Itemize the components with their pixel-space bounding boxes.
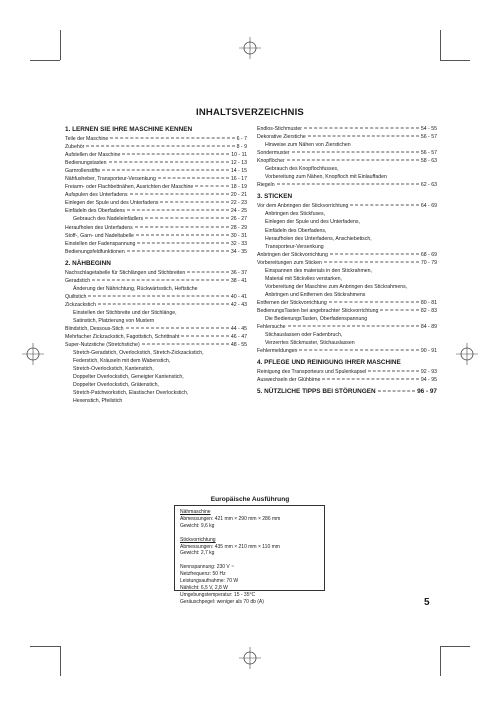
toc-entry — [257, 323, 437, 331]
toc-entry-title: Zubehör — [65, 144, 85, 151]
toc-leader-dots — [126, 328, 229, 329]
toc-entry-title: Stoff-, Garn- und Nadeltabelle — [65, 232, 134, 239]
toc-entry — [65, 269, 247, 277]
registration-mark-icon — [456, 343, 478, 365]
toc-page-range: 62 - 63 — [420, 182, 437, 189]
toc-entry-title: Heraufholen des Unterfadens — [65, 224, 133, 231]
toc-entry — [65, 143, 247, 151]
toc-leader-dots — [137, 242, 228, 243]
toc-leader-dots — [195, 186, 229, 187]
specification-box — [174, 505, 325, 605]
toc-leader-dots — [160, 202, 228, 203]
toc-leader-dots — [308, 136, 419, 137]
toc-right-column — [257, 125, 437, 397]
toc-leader-dots — [380, 309, 418, 310]
toc-leader-dots — [122, 154, 229, 155]
registration-mark-icon — [239, 37, 261, 59]
toc-entry — [257, 368, 437, 376]
toc-subentry: Vorbereitung der Maschine zum Anbringen des Stickrahmens, — [265, 283, 408, 290]
toc-page-range: 56 - 57 — [420, 134, 437, 141]
toc-page-range: 58 - 63 — [420, 158, 437, 165]
toc-leader-dots — [130, 194, 229, 195]
toc-leader-dots — [158, 178, 229, 179]
toc-page-range: 12 - 13 — [230, 160, 247, 167]
toc-leader-dots — [102, 170, 229, 171]
toc-subentry: Änderung der Nährichtung, Rückwärtsstich, Heftstiche — [73, 285, 198, 292]
toc-entry — [257, 347, 437, 355]
toc-entry-title: Teile der Maschine — [65, 136, 109, 142]
toc-page-range: 48 - 55 — [230, 342, 247, 349]
toc-subentry: Transporteur-Versenkung — [265, 243, 324, 250]
toc-subentry: Federstich, Kräuseln mit dem Wabenstich, — [73, 358, 171, 365]
toc-entry-title: Endlos-Stichmuster — [257, 126, 302, 132]
toc-entry-title: Fehlermeldungen — [257, 348, 298, 355]
toc-subentry: Einfädeln des Oberfadens, — [265, 227, 327, 234]
toc-leader-dots — [92, 279, 229, 280]
toc-entry — [65, 175, 247, 183]
toc-entry-title: Freiarm- oder Flachbettnähen, Ausrichten der Maschine — [65, 184, 194, 191]
toc-page-range: 84 - 89 — [420, 324, 437, 331]
toc-page-range: 96 - 97 — [417, 388, 437, 396]
toc-subentry: Verzerrtes Stickmuster, Stichauslassen — [265, 340, 355, 347]
toc-section-heading: 3. STICKEN — [257, 193, 293, 201]
toc-subentry: Doppelter Overlockstich, Grätenstich, — [73, 382, 159, 389]
toc-section-heading: 4. PFLEGE UND REINIGUNG IHRER MASCHINE — [257, 359, 401, 367]
toc-entry — [257, 376, 437, 384]
toc-entry-title: Dekorative Zierstiche — [257, 134, 306, 141]
machine-dimensions: Abmessungen: 421 mm × 290 mm × 286 mm — [180, 515, 281, 522]
toc-subentry: Heraufholen des Unterfadens, Anschiebetisch, — [265, 235, 372, 242]
light: Nählicht: 6,5 V, 2,8 W — [180, 584, 228, 591]
toc-leader-dots — [135, 226, 229, 227]
toc-entry-title: 5. NÜTZLICHE TIPPS BEI STÖRUNGEN — [257, 388, 376, 396]
toc-page-range: 80 - 81 — [420, 299, 437, 306]
toc-entry-title: Vorbereitungen zum Sticken — [257, 259, 322, 266]
toc-leader-dots — [330, 253, 419, 254]
frequency: Netzfrequenz: 50 Hz — [180, 571, 226, 578]
toc-entry-title: Quiltstich — [65, 293, 87, 300]
embroidery-weight: Gewicht: 2,7 kg — [180, 550, 215, 557]
crop-mark — [30, 60, 60, 61]
toc-entry — [65, 341, 247, 349]
toc-entry — [257, 181, 437, 189]
toc-page-range: 68 - 69 — [420, 251, 437, 258]
toc-section-heading: 1. LERNEN SIE IHRE MASCHINE KENNEN — [65, 126, 193, 133]
toc-entry-title: Blindstich, Dessous-Stich — [65, 326, 124, 333]
power: Leistungsaufnahme: 70 W — [180, 578, 239, 585]
crop-mark — [60, 30, 61, 60]
toc-entry-title: Aufspulen des Unterfadens — [65, 192, 128, 199]
toc-leader-dots — [136, 234, 229, 235]
crop-mark — [440, 646, 470, 647]
toc-subentry: Satinstich, Platzierung von Mustern — [73, 317, 155, 324]
toc-leader-dots — [299, 350, 418, 351]
toc-leader-dots — [329, 301, 419, 302]
toc-entry-title: Fehlersuche — [257, 324, 286, 331]
toc-entry — [65, 224, 247, 232]
toc-entry — [65, 183, 247, 191]
toc-leader-dots — [127, 210, 229, 211]
toc-page-range: 10 - 11 — [231, 152, 247, 159]
toc-entry-title: Einlegen der Spule und des Unterfadens — [65, 200, 159, 207]
toc-page-range: 16 - 17 — [230, 176, 247, 183]
toc-entry — [65, 248, 247, 256]
toc-leader-dots — [378, 391, 416, 392]
embroidery-heading: Stickvorrichtung — [180, 536, 216, 543]
embroidery-dimensions: Abmessungen: 435 mm × 210 mm × 110 mm — [180, 543, 280, 550]
crop-mark — [60, 646, 61, 676]
toc-entry-title: Mehrfacher Zickzackstich, Fagottstich, Schrittnaht — [65, 334, 180, 341]
toc-subentry: Einspannen des materials in den Stickrahmen, — [265, 267, 372, 274]
toc-entry-title: Reinigung des Transporteurs und Spulenkapsel — [257, 369, 367, 376]
toc-leader-dots — [127, 250, 229, 251]
toc-entry — [65, 215, 247, 223]
toc-page-range: 34 - 35 — [230, 248, 247, 255]
european-version-title: Europäische Ausführung — [210, 496, 290, 503]
toc-leader-dots — [86, 146, 234, 147]
toc-page-range: 8 - 9 — [236, 144, 247, 151]
toc-page-range: 18 - 19 — [230, 184, 247, 191]
toc-section-heading: 2. NÄHBEGINN — [65, 259, 111, 267]
toc-entry — [65, 293, 247, 301]
toc-leader-dots — [288, 326, 419, 327]
toc-entry — [65, 167, 247, 175]
toc-leader-dots — [350, 205, 418, 206]
toc-leader-dots — [181, 336, 228, 337]
toc-page-range: 56 - 57 — [420, 150, 437, 157]
toc-entry — [257, 307, 437, 315]
toc-entry — [257, 125, 437, 133]
toc-entry-title: Entfernen der Stickvorrichtung — [257, 299, 327, 306]
toc-entry — [257, 202, 437, 210]
toc-entry — [65, 135, 247, 143]
toc-leader-dots — [109, 162, 229, 163]
toc-page-range: 6 - 7 — [236, 136, 247, 142]
toc-page-range: 36 - 37 — [230, 269, 247, 276]
toc-entry — [65, 301, 247, 309]
temperature: Umgebungstemperatur: 15 - 35°C — [180, 591, 256, 598]
toc-entry-title: Knopflöcher — [257, 158, 285, 165]
toc-page-range: 28 - 29 — [230, 224, 247, 231]
toc-leader-dots — [88, 295, 229, 296]
toc-entry — [65, 191, 247, 199]
toc-page-range: 92 - 93 — [420, 369, 437, 376]
toc-entry-title: Auswechseln der Glühbirne — [257, 377, 321, 384]
toc-entry-title: Sondermuster — [257, 150, 290, 157]
toc-page-range: 54 - 55 — [420, 126, 437, 132]
toc-subentry: Einstellen der Stichbreite und der Stichlänge, — [73, 309, 177, 316]
crop-mark — [30, 646, 60, 647]
toc-subentry: Einlegen der Spule und des Unterfadens, — [265, 219, 360, 226]
toc-subentry: Anbringen des Stickfuses, — [265, 211, 325, 218]
toc-entry — [65, 199, 247, 207]
toc-subentry: Hinweise zum Nähen von Zierstichen — [265, 142, 351, 149]
toc-entry — [257, 157, 437, 165]
toc-entry-title: BedienungsTasten bei angebrachter Stickvorrichtung — [257, 307, 379, 314]
toc-left-column — [65, 125, 247, 406]
toc-entry-title: Bedienungsfeldfunktionen — [65, 248, 125, 255]
toc-page-range: 90 - 91 — [420, 348, 437, 355]
toc-subentry: Anbringen und Entfernen des Stickrahmens — [265, 291, 366, 298]
toc-subentry: Stretch-Geradstich, Overlockstich, Stretch-Zickzackstich, — [73, 350, 204, 357]
toc-page-range: 22 - 23 — [230, 200, 247, 207]
toc-page-range: 20 - 21 — [230, 192, 247, 199]
toc-subentry: Material mit Stickvlies verstarken, — [265, 275, 342, 282]
toc-subentry: Vorbereitung zum Nähen, Knopfloch mit Einlauffaden — [265, 174, 387, 181]
toc-leader-dots — [324, 261, 419, 262]
toc-entry — [257, 299, 437, 307]
toc-entry — [65, 325, 247, 333]
toc-subentry: Stretch-Patchworkstich, Elastischer Overlockstich, — [73, 390, 189, 397]
toc-entry-title: Geradstich — [65, 277, 91, 284]
toc-subentry: Doppelter Overlockstich, Geneigter Kantenstich, — [73, 374, 184, 381]
toc-subentry: Hexenstich, Pfeilstich — [73, 398, 123, 405]
toc-entry — [257, 251, 437, 259]
toc-section-heading — [257, 387, 437, 397]
toc-entry-title: Anbringen der Stickvorrichtung — [257, 251, 328, 258]
toc-entry — [65, 159, 247, 167]
toc-entry-title: Zickzackstich — [65, 301, 96, 308]
toc-leader-dots — [277, 184, 419, 185]
registration-mark-icon — [22, 343, 44, 365]
toc-leader-dots — [145, 218, 229, 219]
toc-entry — [65, 151, 247, 159]
toc-leader-dots — [368, 371, 419, 372]
toc-leader-dots — [287, 160, 419, 161]
toc-leader-dots — [110, 138, 234, 139]
page-number: 5 — [424, 597, 430, 608]
toc-entry-title: Gebrauch des Nadeleinfädlers — [73, 216, 144, 223]
toc-entry — [65, 207, 247, 215]
crop-mark — [440, 60, 470, 61]
toc-entry — [257, 149, 437, 157]
registration-mark-icon — [239, 647, 261, 669]
toc-subentry: Gebrauch des Knopflochfusses, — [265, 166, 339, 173]
toc-entry-title: Bedienungstasten — [65, 160, 107, 167]
toc-entry — [257, 133, 437, 141]
toc-entry-title: Nachschlagetabelle für Stichlängen und Stichbreiten — [65, 269, 186, 276]
machine-weight: Gewicht: 9,6 kg — [180, 522, 215, 529]
toc-page-range: 30 - 31 — [230, 232, 247, 239]
toc-subentry: Stichauslassen oder Fadenbruch, — [265, 332, 343, 339]
page-title: INHALTSVERZEICHNIS — [196, 107, 304, 118]
toc-entry — [65, 240, 247, 248]
machine-heading: Nähmaschine — [180, 509, 211, 515]
toc-leader-dots — [187, 271, 229, 272]
toc-leader-dots — [322, 379, 418, 380]
toc-page-range: 32 - 33 — [230, 240, 247, 247]
toc-page-range: 64 - 69 — [420, 203, 437, 210]
toc-leader-dots — [292, 152, 419, 153]
toc-entry — [65, 333, 247, 341]
toc-entry-title: Aufstellen der Maschine — [65, 152, 121, 159]
toc-page-range: 14 - 15 — [230, 168, 247, 175]
toc-entry-title: Vor dem Anbringen der Stickvorrichtung — [257, 203, 349, 210]
toc-page-range: 94 - 95 — [420, 377, 437, 384]
toc-page-range: 24 - 25 — [230, 208, 247, 215]
crop-mark — [440, 30, 441, 60]
toc-subentry: Stretch-Overlockstich, Kantenstich, — [73, 366, 154, 373]
toc-page-range: 46 - 47 — [230, 334, 247, 341]
toc-subentry: Die BedienungsTasten, Oberfadenspannung — [265, 316, 368, 323]
toc-page-range: 26 - 27 — [230, 216, 247, 223]
toc-page-range: 70 - 79 — [420, 259, 437, 266]
toc-leader-dots — [98, 303, 229, 304]
toc-entry-title: Garnrollenstifte — [65, 168, 101, 175]
toc-entry — [65, 232, 247, 240]
toc-entry-title: Einfädeln des Oberfadens — [65, 208, 125, 215]
toc-entry-title: Nähfusheber, Transporteur-Versenkung — [65, 176, 156, 183]
crop-mark — [440, 646, 441, 676]
toc-entry-title: Einstellen der Fadenspannung — [65, 240, 136, 247]
toc-page-range: 40 - 41 — [230, 293, 247, 300]
noise: Geräuschpegel: weniger als 70 db (A) — [180, 598, 264, 605]
toc-entry — [257, 259, 437, 267]
toc-leader-dots — [142, 344, 229, 345]
toc-page-range: 44 - 45 — [230, 326, 247, 333]
toc-page-range: 82 - 83 — [420, 307, 437, 314]
toc-entry-title: Super-Nutzstiche (Stretchstiche) — [65, 342, 140, 349]
toc-page-range: 38 - 41 — [230, 277, 247, 284]
toc-entry-title: Riegeln — [257, 182, 275, 189]
toc-entry — [65, 277, 247, 285]
voltage: Nennspannung: 230 V ~ — [180, 564, 235, 571]
toc-leader-dots — [304, 128, 419, 129]
toc-page-range: 42 - 43 — [230, 301, 247, 308]
